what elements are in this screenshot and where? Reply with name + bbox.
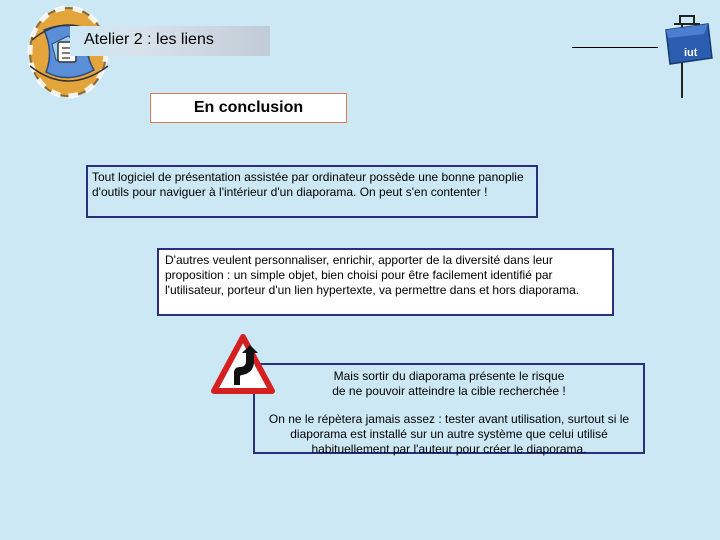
- paragraph-2-text: D'autres veulent personnaliser, enrichir, apporter de la diversité dans leur proposition : un simple objet, bien choisi pour être facilement identifié par l'utilisateur, porteur d'un lien hypertexte, va permettre dans et hors diaporama.: [165, 253, 580, 297]
- paragraph-1-text: Tout logiciel de présentation assistée par ordinateur possède une bonne panoplie d'outils pour naviguer à l'intérieur d'un diaporama. On peut s'en contenter !: [92, 170, 524, 199]
- warning-box: [253, 363, 645, 454]
- warning-line-1: Mais sortir du diaporama présente le risque: [333, 369, 565, 383]
- double-bend-warning-sign-icon: [210, 333, 276, 395]
- paragraph-box-2: [157, 248, 614, 316]
- conclusion-heading: En conclusion: [150, 93, 347, 123]
- page-title: Atelier 2 : les liens: [84, 31, 214, 48]
- warning-line-2: de ne pouvoir atteindre la cible recherchée !: [332, 384, 566, 398]
- iut-logo-text: iut: [684, 47, 698, 59]
- paragraph-box-1: [86, 165, 538, 218]
- iut-briefcase-icon: [660, 6, 720, 100]
- header-rule: [572, 47, 658, 48]
- advice-text: On ne le répètera jamais assez : tester avant utilisation, surtout si le diaporama est installé sur un autre système que celui utilisé habituellement par l'auteur pour créer le diaporama.: [268, 412, 630, 456]
